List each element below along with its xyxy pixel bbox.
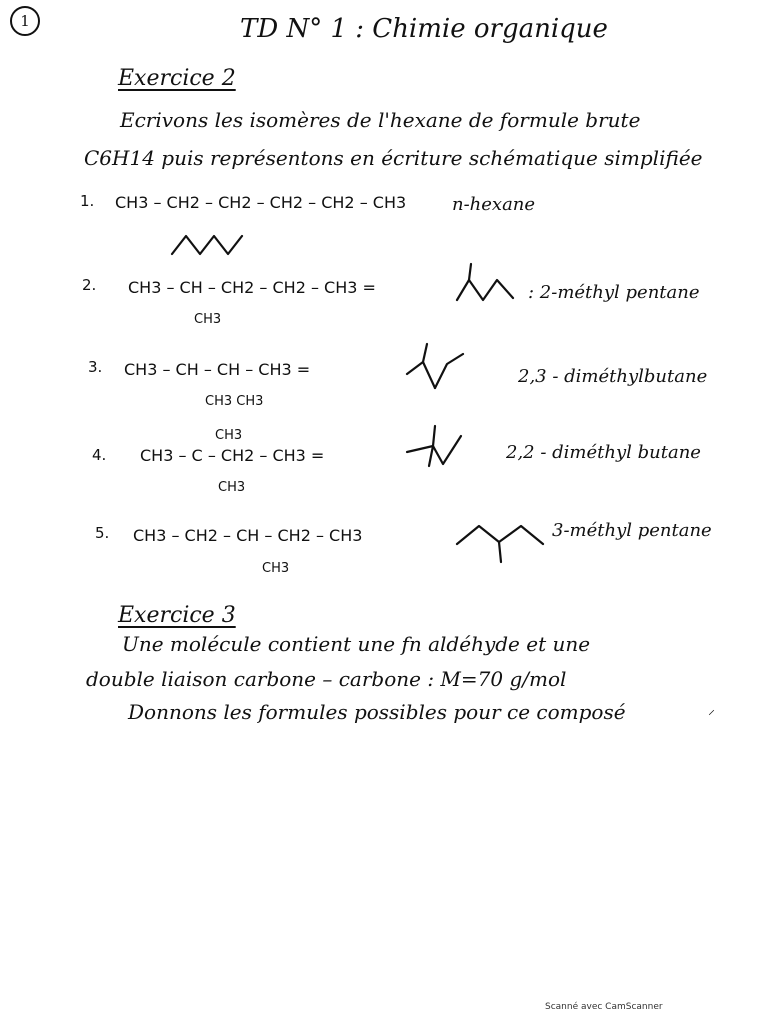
isomer-3-formula: CH3 – CH – CH – CH3 = xyxy=(124,360,311,379)
isomer-4-branch-bottom: CH3 xyxy=(218,480,246,495)
isomer-2-number: 2. xyxy=(82,276,97,294)
isomer-3-branches: CH3 CH3 xyxy=(205,394,264,409)
isomer-3-name: 2,3 - diméthylbutane xyxy=(518,366,708,387)
isomer-4-skeleton xyxy=(405,424,465,470)
exercise-3-line-1: Une molécule contient une fn aldéhyde et une xyxy=(122,632,591,656)
page-number: 1 xyxy=(10,6,40,36)
isomer-2-branch: CH3 xyxy=(194,312,222,327)
isomer-1-number: 1. xyxy=(80,192,95,210)
isomer-1-skeleton xyxy=(170,230,250,260)
isomer-1-formula: CH3 – CH2 – CH2 – CH2 – CH2 – CH3 xyxy=(115,193,407,212)
isomer-5-skeleton xyxy=(455,512,547,564)
isomer-1-name: n-hexane xyxy=(452,194,536,215)
isomer-4-name: 2,2 - diméthyl butane xyxy=(506,442,701,463)
stray-mark: ⸝ xyxy=(708,702,715,718)
exercise-2-heading: Exercice 2 xyxy=(118,66,236,91)
isomer-5-branch: CH3 xyxy=(262,561,290,576)
isomer-4-number: 4. xyxy=(92,446,107,464)
exercise-3-heading: Exercice 3 xyxy=(118,603,236,628)
isomer-2-formula: CH3 – CH – CH2 – CH2 – CH3 = xyxy=(128,278,376,297)
exercise-3-line-3: Donnons les formules possibles pour ce composé xyxy=(128,700,626,724)
isomer-4-branch-top: CH3 xyxy=(215,428,243,443)
isomer-2-skeleton xyxy=(455,262,519,306)
isomer-4-formula: CH3 – C – CH2 – CH3 = xyxy=(140,446,325,465)
isomer-3-skeleton xyxy=(405,342,465,394)
exercise-2-intro-line-2: C6H14 puis représentons en écriture schématique simplifiée xyxy=(84,146,703,170)
isomer-5-name: 3-méthyl pentane xyxy=(552,520,712,541)
isomer-2-name: : 2-méthyl pentane xyxy=(528,282,700,303)
exercise-3-line-2: double liaison carbone – carbone : M=70 g/mol xyxy=(86,667,567,691)
isomer-5-number: 5. xyxy=(95,524,110,542)
page-title: TD N° 1 : Chimie organique xyxy=(240,14,608,44)
scanner-watermark: Scanné avec CamScanner xyxy=(545,1002,663,1012)
exercise-2-intro-line-1: Ecrivons les isomères de l'hexane de formule brute xyxy=(120,108,641,132)
isomer-5-formula: CH3 – CH2 – CH – CH2 – CH3 xyxy=(133,526,363,545)
isomer-3-number: 3. xyxy=(88,358,103,376)
